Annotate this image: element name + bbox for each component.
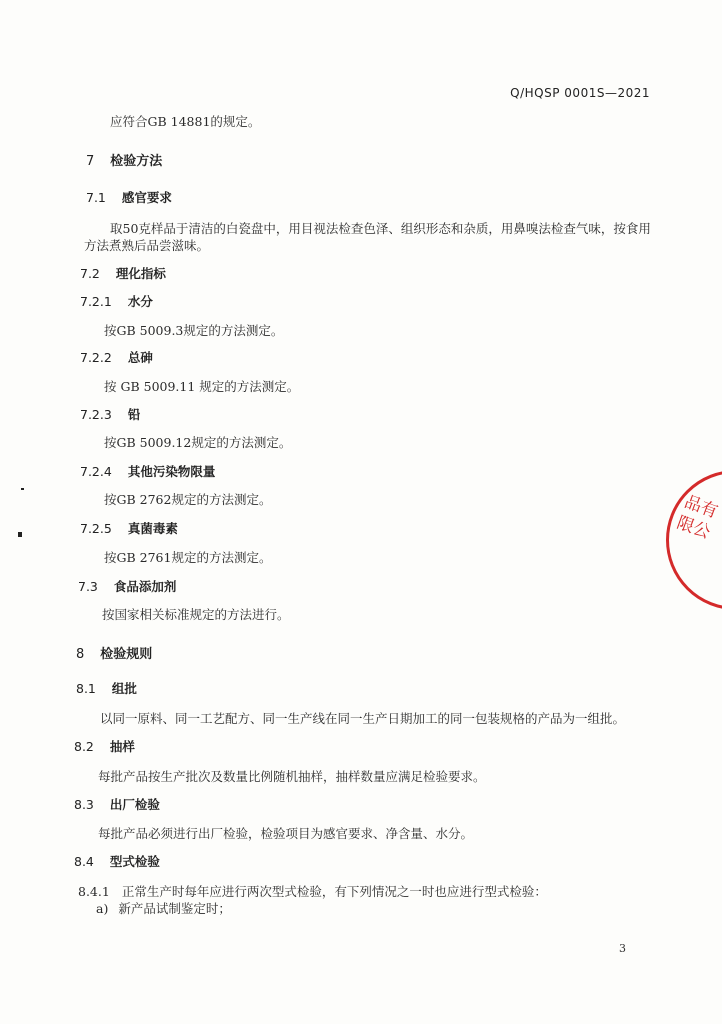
section-8-heading <box>76 643 152 662</box>
section-8-1-heading <box>76 679 137 697</box>
section-number: 8.2 <box>74 739 94 754</box>
section-title: 理化指标 <box>115 266 166 281</box>
paragraph: 每批产品必须进行出厂检验，检验项目为感官要求、净含量、水分。 <box>98 826 474 841</box>
paragraph: 以同一原料、同一工艺配方、同一生产线在同一生产日期加工的同一包装规格的产品为一组批。 <box>100 711 626 726</box>
section-title: 真菌毒素 <box>127 521 178 536</box>
section-title: 总砷 <box>127 350 153 365</box>
section-title: 抽样 <box>109 739 135 754</box>
section-7-1-heading <box>86 188 172 206</box>
paragraph: 应符合GB 14881的规定。 <box>110 114 261 129</box>
section-number: 7.1 <box>86 190 106 205</box>
section-7-3-heading <box>78 577 176 595</box>
section-number: 7.2.2 <box>80 350 112 365</box>
section-title: 型式检验 <box>109 854 160 869</box>
paragraph: 按GB 5009.12规定的方法测定。 <box>104 435 292 450</box>
section-number: 7 <box>86 154 95 169</box>
section-number: 8.4.1 <box>78 884 110 899</box>
section-8-2-heading <box>74 737 135 755</box>
section-7-2-2-heading <box>80 348 153 366</box>
section-number: 7.2 <box>80 266 100 281</box>
paragraph: 按GB 2761规定的方法测定。 <box>104 550 272 565</box>
paragraph: 按 GB 5009.11 规定的方法测定。 <box>104 379 300 394</box>
paragraph: 按国家相关标准规定的方法进行。 <box>102 607 290 622</box>
seal-text: 品有限公 <box>674 492 721 544</box>
section-title: 水分 <box>127 294 153 309</box>
paragraph: 按GB 5009.3规定的方法测定。 <box>104 323 284 338</box>
section-title: 食品添加剂 <box>113 579 177 594</box>
list-item <box>96 899 231 917</box>
section-number: 7.2.3 <box>80 407 112 422</box>
section-title: 其他污染物限量 <box>127 464 216 479</box>
section-title: 出厂检验 <box>109 797 160 812</box>
page-number: 3 <box>619 942 626 955</box>
section-number: 8.1 <box>76 681 96 696</box>
standard-code: Q/HQSP 0001S—2021 <box>510 86 650 100</box>
section-7-heading <box>86 150 162 169</box>
section-title: 检验方法 <box>110 154 163 169</box>
section-number: 7.3 <box>78 579 98 594</box>
section-number: 8 <box>76 647 85 662</box>
section-number: 8.4 <box>74 854 94 869</box>
section-number: 7.2.4 <box>80 464 112 479</box>
section-number: 7.2.1 <box>80 294 112 309</box>
section-8-4-1-paragraph <box>78 882 547 900</box>
paragraph-text: 正常生产时每年应进行两次型式检验，有下列情况之一时也应进行型式检验： <box>121 884 547 899</box>
scan-speck <box>18 532 22 537</box>
section-title: 感官要求 <box>121 190 172 205</box>
section-title: 组批 <box>111 681 137 696</box>
paragraph: 方法煮熟后品尝滋味。 <box>84 238 210 253</box>
section-8-3-heading <box>74 795 160 813</box>
section-title: 铅 <box>127 407 141 422</box>
section-7-2-3-heading <box>80 405 140 423</box>
section-7-2-1-heading <box>80 292 153 310</box>
section-number: 8.3 <box>74 797 94 812</box>
list-text: 新产品试制鉴定时； <box>118 901 231 916</box>
scan-speck <box>21 488 24 490</box>
paragraph: 取50克样品于清洁的白瓷盘中，用目视法检查色泽、组织形态和杂质，用鼻嗅法检查气味，按食用 <box>110 221 651 236</box>
list-label: a) <box>96 901 109 916</box>
section-8-4-heading <box>74 852 160 870</box>
section-number: 7.2.5 <box>80 521 112 536</box>
paragraph: 每批产品按生产批次及数量比例随机抽样，抽样数量应满足检验要求。 <box>98 769 486 784</box>
section-7-2-heading <box>80 264 166 282</box>
section-7-2-4-heading <box>80 462 215 480</box>
section-7-2-5-heading <box>80 519 178 537</box>
section-title: 检验规则 <box>100 647 153 662</box>
paragraph: 按GB 2762规定的方法测定。 <box>104 492 272 507</box>
